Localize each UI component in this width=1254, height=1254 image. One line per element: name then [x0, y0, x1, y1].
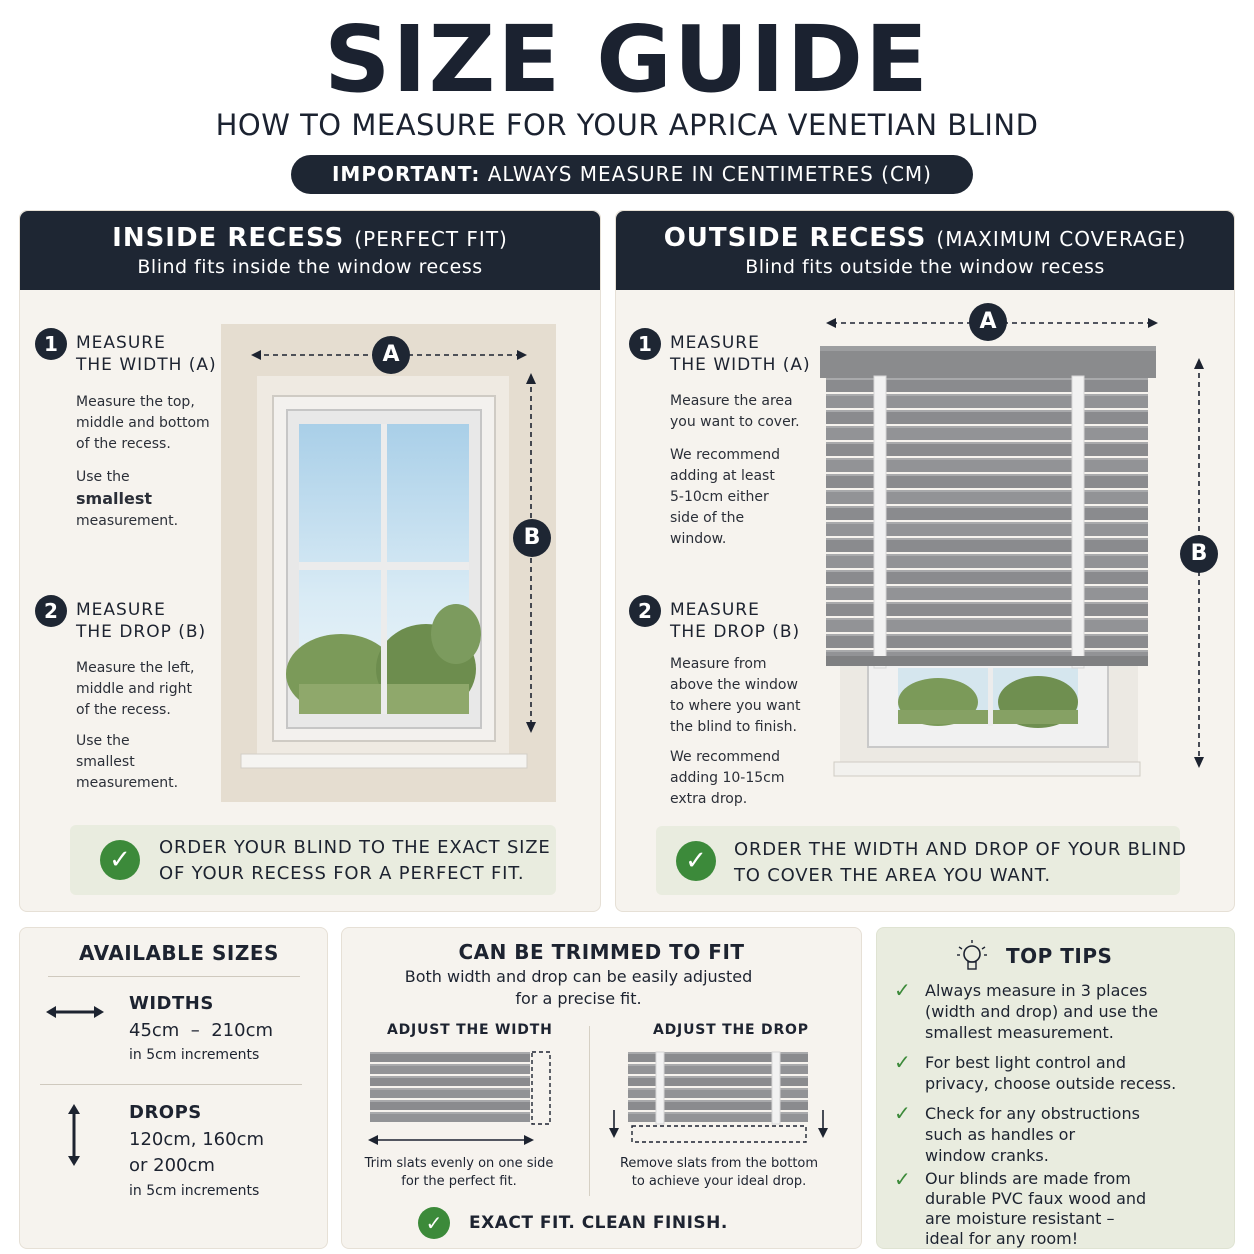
text-line: middle and bottom [76, 415, 210, 431]
adjust-drop-label: ADJUST THE DROP [653, 1022, 809, 1038]
drops-note: in 5cm increments [129, 1183, 260, 1199]
text-line: ORDER THE WIDTH AND DROP OF YOUR BLIND [734, 839, 1187, 860]
divider [40, 1084, 302, 1085]
outside-step1-text [670, 391, 800, 550]
text-line: (width and drop) and use the [925, 1002, 1159, 1021]
check-icon: ✓ [418, 1207, 450, 1239]
trim-title: CAN BE TRIMMED TO FIT [458, 940, 745, 964]
widths-note: in 5cm increments [129, 1047, 260, 1063]
outside-step1-title-line2: THE WIDTH (A) [670, 355, 811, 375]
inside-label-a-badge: A [372, 336, 410, 374]
check-icon: ✓ [894, 1101, 911, 1125]
blind-slat-highlight [370, 1076, 530, 1078]
outside-step1-title [670, 332, 811, 376]
vertical-arrow-icon [64, 1102, 84, 1168]
text-line: TO COVER THE AREA YOU WANT. [734, 865, 1051, 886]
text-line: Check for any obstructions [925, 1104, 1140, 1123]
check-icon: ✓ [894, 1167, 911, 1191]
drops-line2: or 200cm [129, 1155, 215, 1176]
text-line: For best light control and [925, 1053, 1126, 1072]
text-line: Always measure in 3 places [925, 981, 1148, 1000]
outside-recess-note: (MAXIMUM COVERAGE) [936, 227, 1187, 251]
outside-label-a-badge: A [969, 303, 1007, 341]
text-line: are moisture resistant – [925, 1209, 1115, 1228]
text-line: adding at least [670, 468, 775, 484]
outside-recess-subtitle: Blind fits outside the window recess [745, 256, 1105, 278]
outside-step1-title-line1: MEASURE [670, 333, 760, 353]
tip-item [925, 1169, 1146, 1249]
text-line: above the window [670, 677, 798, 693]
blind-slat-highlight [370, 1088, 530, 1090]
text-line: We recommend [670, 749, 781, 765]
text-line: Measure from [670, 656, 767, 672]
text-line: smallest measurement. [925, 1023, 1114, 1042]
text-line: measurement. [76, 775, 179, 791]
page-subtitle: HOW TO MEASURE FOR YOUR APRICA VENETIAN BLIND [215, 108, 1039, 142]
text-line: of the recess. [76, 436, 171, 452]
text-line: durable PVC faux wood and [925, 1189, 1147, 1208]
text-line: Measure the left, [76, 660, 195, 676]
tip-item [925, 1052, 1176, 1094]
trim-footer: EXACT FIT. CLEAN FINISH. [469, 1213, 728, 1233]
text-line: ideal for any room! [925, 1229, 1079, 1248]
inside-recess-subtitle: Blind fits inside the window recess [137, 256, 483, 278]
outside-order-text [734, 837, 1187, 889]
top-tips-title: TOP TIPS [1006, 944, 1113, 968]
text-line: such as handles or [925, 1125, 1076, 1144]
text-line: adding 10-15cm [670, 770, 785, 786]
adjust-drop-caption [604, 1155, 834, 1191]
inside-recess-window-illustration [221, 324, 556, 802]
blind-slat-highlight [628, 1076, 808, 1078]
inside-step1-text [76, 392, 210, 532]
text-line: Remove slats from the bottom [619, 1156, 819, 1171]
text-line: for a precise fit. [515, 989, 642, 1008]
outside-step2-title-line2: THE DROP (B) [670, 622, 801, 642]
blind-slat-highlight [370, 1112, 530, 1114]
outside-recess-header [616, 211, 1234, 290]
text-line: side of the [670, 510, 745, 526]
inside-step1-title [76, 332, 217, 376]
tip-item [925, 1103, 1140, 1166]
divider [589, 1026, 590, 1196]
lightbulb-icon [955, 938, 989, 974]
text-line: ORDER YOUR BLIND TO THE EXACT SIZE [159, 837, 551, 858]
outside-label-b-badge: B [1180, 535, 1218, 573]
check-icon: ✓ [894, 978, 911, 1002]
text-line: Measure the top, [76, 394, 195, 410]
text-line: you want to cover. [670, 414, 800, 430]
text-line: window. [670, 531, 727, 547]
text-line: 5-10cm either [670, 489, 769, 505]
outside-recess-title: OUTSIDE RECESS [663, 223, 927, 253]
outside-step1-number: 1 [629, 328, 661, 360]
inside-step1-title-line2: THE WIDTH (A) [76, 355, 217, 375]
text-line: privacy, choose outside recess. [925, 1074, 1177, 1093]
text-line: Measure the area [670, 393, 793, 409]
text-line: measurement. [76, 513, 179, 529]
text-line: smallest [76, 754, 135, 770]
inside-label-b-badge: B [513, 519, 551, 557]
inside-recess-note: (PERFECT FIT) [354, 227, 508, 251]
text-line: middle and right [76, 681, 192, 697]
trim-subtitle [341, 966, 816, 1010]
important-text: ALWAYS MEASURE IN CENTIMETRES (CM) [487, 162, 932, 186]
emphasis-text: smallest [76, 489, 152, 508]
inside-recess-header [20, 211, 600, 290]
outside-recess-blind-illustration [818, 310, 1223, 788]
important-label: IMPORTANT: [331, 162, 481, 186]
blind-slat-highlight [628, 1052, 808, 1054]
text-line: for the perfect fit. [401, 1174, 517, 1189]
inside-recess-title: INSIDE RECESS [112, 223, 345, 253]
tip-item [925, 980, 1158, 1043]
check-icon: ✓ [894, 1050, 911, 1074]
page-title: SIZE GUIDE [324, 6, 930, 113]
divider [48, 976, 300, 977]
adjust-drop-illustration [604, 1048, 836, 1146]
inside-step1-number: 1 [35, 328, 67, 360]
inside-step2-title-line1: MEASURE [76, 600, 166, 620]
widths-range: 45cm – 210cm [129, 1020, 274, 1041]
inside-step2-text [76, 658, 195, 794]
text-line: window cranks. [925, 1146, 1049, 1165]
inside-step2-title [76, 599, 206, 643]
outside-step2-title-line1: MEASURE [670, 600, 760, 620]
text-line: the blind to finish. [670, 719, 798, 735]
inside-order-text [159, 835, 551, 887]
adjust-width-label: ADJUST THE WIDTH [387, 1022, 553, 1038]
text-line: extra drop. [670, 791, 748, 807]
blind-slat-highlight [628, 1112, 808, 1114]
text-line: Use the [76, 733, 130, 749]
text-line: Trim slats evenly on one side [364, 1156, 554, 1171]
drops-label: DROPS [129, 1102, 202, 1123]
text-line: of the recess. [76, 702, 171, 718]
widths-label: WIDTHS [129, 993, 214, 1014]
check-icon: ✓ [100, 840, 140, 880]
text-line: Our blinds are made from [925, 1169, 1131, 1188]
adjust-width-caption [356, 1155, 562, 1191]
inside-step2-number: 2 [35, 595, 67, 627]
available-sizes-title: AVAILABLE SIZES [79, 941, 279, 965]
inside-step1-title-line1: MEASURE [76, 333, 166, 353]
blind-slat-highlight [370, 1100, 530, 1102]
text-line: to where you want [670, 698, 801, 714]
drops-line1: 120cm, 160cm [129, 1129, 265, 1150]
blind-slat-highlight [628, 1100, 808, 1102]
text-line: to achieve your ideal drop. [631, 1174, 807, 1189]
text-line: We recommend [670, 447, 781, 463]
text-line: OF YOUR RECESS FOR A PERFECT FIT. [159, 863, 525, 884]
outside-step2-title [670, 599, 800, 643]
text-line: Use the [76, 469, 130, 485]
important-banner [291, 155, 973, 194]
outside-step2-number: 2 [629, 595, 661, 627]
text-line: Both width and drop can be easily adjusted [404, 967, 753, 986]
blind-slat-highlight [370, 1052, 530, 1054]
inside-step2-title-line2: THE DROP (B) [76, 622, 207, 642]
blind-slat-highlight [370, 1064, 530, 1066]
blind-slat-highlight [628, 1064, 808, 1066]
adjust-width-illustration [366, 1048, 556, 1152]
horizontal-arrow-icon [44, 1002, 106, 1022]
blind-slat-highlight [628, 1088, 808, 1090]
outside-step2-text [670, 654, 801, 810]
check-icon: ✓ [676, 841, 716, 881]
